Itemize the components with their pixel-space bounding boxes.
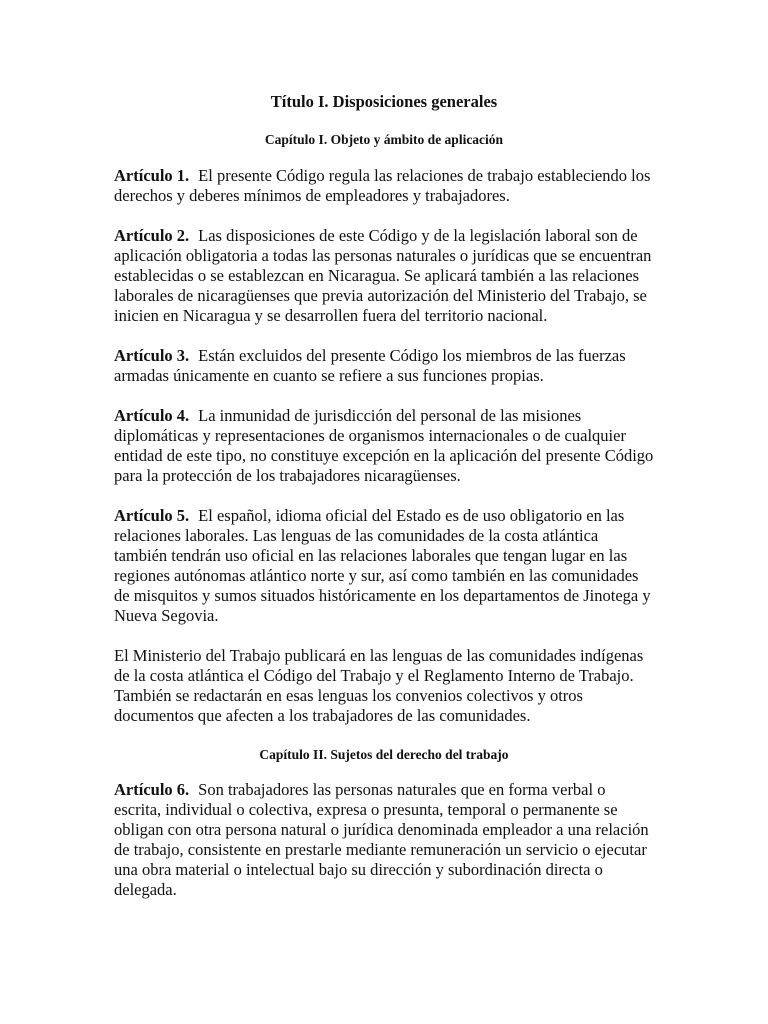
article-1 <box>114 166 654 206</box>
article-4 <box>114 406 654 486</box>
article-6 <box>114 780 654 900</box>
article-text: La inmunidad de jurisdicción del personal de las misiones diplomáticas y representaciones de organismos internacionales o de cualquier entidad de este tipo, no constituye excepción en la aplicación del presente Código para la protección de los trabajadores nicaragüenses. <box>114 406 654 485</box>
document-title: Título I. Disposiciones generales <box>270 92 498 111</box>
article-text: El presente Código regula las relaciones de trabajo estableciendo los derechos y deberes mínimos de empleadores y trabajadores. <box>114 166 651 205</box>
article-label: Artículo 1. <box>114 166 190 185</box>
article-text: Están excluidos del presente Código los miembros de las fuerzas armadas únicamente en cuanto se refiere a sus funciones propias. <box>114 346 626 385</box>
article-5-continuation: El Ministerio del Trabajo publicará en las lenguas de las comunidades indígenas de la costa atlántica el Código del Trabajo y el Reglamento Interno de Trabajo. También se redactarán en esas lenguas los convenios colectivos y otros documentos que afecten a los trabajadores de las comunidades. <box>114 646 644 725</box>
article-3 <box>114 346 654 386</box>
chapter-heading-2: Capítulo II. Sujetos del derecho del trabajo <box>259 747 509 762</box>
article-text: El español, idioma oficial del Estado es de uso obligatorio en las relaciones laborales. Las lenguas de las comunidades de la costa atlántica también tendrán uso oficial en las relaciones laborales que tengan lugar en las regiones autónomas atlántico norte y sur, así como también en las comunidades de misquitos y sumos situados históricamente en los departamentos de Jinotega y Nueva Segovia. <box>114 506 651 625</box>
article-label: Artículo 6. <box>114 780 190 799</box>
article-text: Son trabajadores las personas naturales que en forma verbal o escrita, individual o colectiva, expresa o presunta, temporal o permanente se obligan con otra persona natural o jurídica denominada empleador a una relación de trabajo, consistente en prestarle mediante remuneración un servicio o ejecutar una obra material o intelectual bajo su dirección y subordinación directa o delegada. <box>114 780 649 899</box>
chapter-heading-1: Capítulo I. Objeto y ámbito de aplicación <box>264 132 504 147</box>
article-label: Artículo 2. <box>114 226 190 245</box>
article-5 <box>114 506 654 626</box>
article-label: Artículo 5. <box>114 506 190 525</box>
article-text: Las disposiciones de este Código y de la legislación laboral son de aplicación obligatoria a todas las personas naturales o jurídicas que se encuentran establecidas o se establezcan en Nicaragua. Se aplicará también a las relaciones laborales de nicaragüenses que previa autorización del Ministerio del Trabajo, se inicien en Nicaragua y se desarrollen fuera del territorio nacional. <box>114 226 652 325</box>
article-label: Artículo 3. <box>114 346 190 365</box>
article-2 <box>114 226 654 326</box>
article-label: Artículo 4. <box>114 406 190 425</box>
